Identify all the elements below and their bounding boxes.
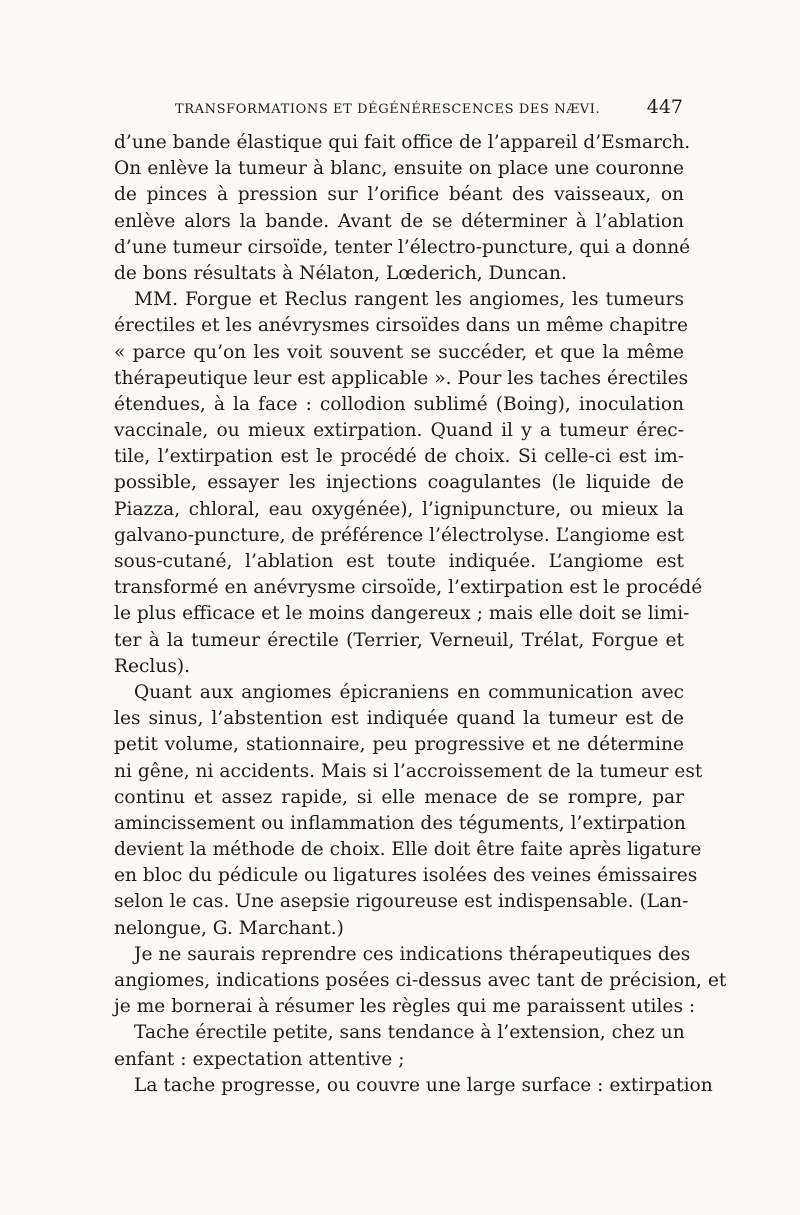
text-line: enlève alors la bande. Avant de se déterminer à l’ablation	[114, 210, 684, 232]
running-head	[175, 96, 683, 126]
text-line: Je ne saurais reprendre ces indications thérapeutiques des	[134, 943, 691, 965]
text-line: en bloc du pédicule ou ligatures isolées des veines émissaires	[114, 865, 698, 887]
text-line: sous-cutané, l’ablation est toute indiquée. L’angiome est	[114, 551, 684, 572]
page-number: 447	[646, 96, 683, 118]
text-line: Piazza, chloral, eau oxygénée), l’ignipuncture, ou mieux la	[114, 498, 684, 520]
text-line: je me bornerai à résumer les règles qui me paraissent utiles :	[114, 996, 696, 1018]
text-line: La tache progresse, ou couvre une large surface : extirpation	[134, 1074, 713, 1096]
text-line: thérapeutique leur est applicable ». Pour les taches érectiles	[114, 367, 689, 389]
text-line: ni gêne, ni accidents. Mais si l’accroissement de la tumeur est	[114, 760, 703, 782]
text-line: MM. Forgue et Reclus rangent les angiomes, les tumeurs	[134, 289, 684, 311]
text-line: de pinces à pression sur l’orifice béant des vaisseaux, on	[114, 184, 684, 206]
text-line: de bons résultats à Nélaton, Lœderich, Duncan.	[114, 262, 567, 284]
text-line: nelongue, G. Marchant.)	[114, 917, 344, 939]
text-line: amincissement ou inflammation des téguments, l’extirpation	[114, 812, 686, 834]
text-line: d’une bande élastique qui fait office de l’appareil d’Esmarch.	[114, 132, 691, 153]
running-head-title: TRANSFORMATIONS ET DÉGÉNÉRESCENCES DES NÆVI.	[175, 102, 601, 117]
text-line: étendues, à la face : collodion sublimé (Boing), inoculation	[114, 393, 684, 415]
text-line: Reclus).	[114, 655, 191, 677]
text-line: d’une tumeur cirsoïde, tenter l’électro-puncture, qui a donné	[114, 236, 691, 258]
text-line: le plus efficace et le moins dangereux ; mais elle doit se limi-	[114, 603, 690, 625]
text-line: tile, l’extirpation est le procédé de choix. Si celle-ci est im-	[114, 446, 684, 468]
text-line: selon le cas. Une asepsie rigoureuse est indispensable. (Lan-	[114, 891, 689, 913]
text-line: « parce qu’on les voit souvent se succéder, et que la même	[114, 341, 684, 363]
text-line: On enlève la tumeur à blanc, ensuite on place une couronne	[114, 158, 684, 180]
text-line: Quant aux angiomes épicraniens en communication avec	[134, 681, 684, 703]
text-line: angiomes, indications posées ci-dessus avec tant de précision, et	[114, 970, 727, 991]
text-line: continu et assez rapide, si elle menace de se rompre, par	[114, 786, 684, 808]
text-line: possible, essayer les injections coagulantes (le liquide de	[114, 472, 684, 494]
text-line: érectiles et les anévrysmes cirsoïdes dans un même chapitre	[114, 315, 688, 337]
body-text	[114, 130, 727, 1099]
text-line: devient la méthode de choix. Elle doit être faite après ligature	[114, 839, 702, 861]
text-line: transformé en anévrysme cirsoïde, l’extirpation est le procédé	[114, 577, 703, 599]
text-line: enfant : expectation attentive ;	[114, 1048, 405, 1070]
text-line: petit volume, stationnaire, peu progressive et ne détermine	[114, 734, 684, 756]
text-line: Tache érectile petite, sans tendance à l’extension, chez un	[134, 1022, 685, 1044]
text-line: vaccinale, ou mieux extirpation. Quand il y a tumeur érec-	[114, 420, 684, 442]
text-line: ter à la tumeur érectile (Terrier, Verneuil, Trélat, Forgue et	[114, 629, 684, 651]
text-line: les sinus, l’abstention est indiquée quand la tumeur est de	[114, 708, 684, 730]
text-line: galvano-puncture, de préférence l’électrolyse. L’angiome est	[114, 524, 685, 546]
